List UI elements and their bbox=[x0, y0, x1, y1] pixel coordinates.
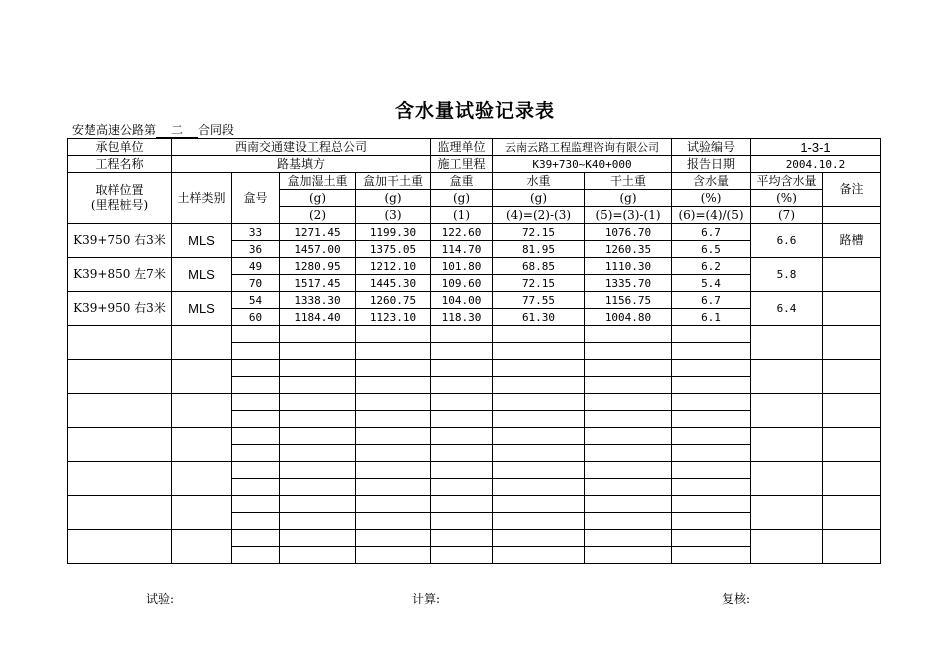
box-weight-cell: 118.30 bbox=[431, 309, 493, 326]
blank-average-cell bbox=[751, 462, 823, 496]
blank-cell bbox=[280, 326, 356, 343]
blank-remark-cell bbox=[823, 496, 881, 530]
blank-cell bbox=[585, 547, 672, 564]
blank-average-cell bbox=[751, 326, 823, 360]
blank-cell bbox=[431, 530, 493, 547]
dry-weight-cell: 1212.10 bbox=[356, 258, 431, 275]
header-dry-soil: 干土重 bbox=[585, 173, 672, 190]
water-weight-cell: 72.15 bbox=[493, 224, 585, 241]
blank-cell bbox=[585, 326, 672, 343]
blank-cell bbox=[431, 360, 493, 377]
footer-review-label: 复核: bbox=[722, 592, 751, 606]
subline-prefix: 安楚高速公路第 bbox=[72, 123, 157, 137]
formula-remark bbox=[823, 207, 881, 224]
water-weight-cell: 61.30 bbox=[493, 309, 585, 326]
wet-weight-cell: 1517.45 bbox=[280, 275, 356, 292]
water-weight-cell: 68.85 bbox=[493, 258, 585, 275]
wet-weight-cell: 1338.30 bbox=[280, 292, 356, 309]
contractor-label: 承包单位 bbox=[68, 139, 172, 156]
dry-weight-cell: 1445.30 bbox=[356, 275, 431, 292]
header-water: 水重 bbox=[493, 173, 585, 190]
dry-soil-weight-cell: 1260.35 bbox=[585, 241, 672, 258]
blank-cell bbox=[493, 326, 585, 343]
blank-cell bbox=[672, 513, 751, 530]
blank-cell bbox=[280, 377, 356, 394]
header-dry: 盒加干土重 bbox=[356, 173, 431, 190]
blank-cell bbox=[672, 326, 751, 343]
blank-cell bbox=[672, 547, 751, 564]
header-wet: 盒加湿土重 bbox=[280, 173, 356, 190]
sample-soil-type: MLS bbox=[172, 224, 232, 258]
header-avg-moisture: 平均含水量 bbox=[751, 173, 823, 190]
formula-avg: (7) bbox=[751, 207, 823, 224]
test-no-label: 试验编号 bbox=[672, 139, 751, 156]
remark-cell: 路槽 bbox=[823, 224, 881, 258]
blank-cell bbox=[672, 343, 751, 360]
blank-cell bbox=[585, 513, 672, 530]
mileage-label: 施工里程 bbox=[431, 156, 493, 173]
box-weight-cell: 101.80 bbox=[431, 258, 493, 275]
blank-location-cell bbox=[68, 326, 172, 360]
header-location-label: 取样位置 bbox=[95, 183, 144, 197]
moisture-test-table bbox=[67, 138, 881, 564]
box-number: 60 bbox=[232, 309, 280, 326]
blank-cell bbox=[280, 530, 356, 547]
blank-cell bbox=[356, 428, 431, 445]
header-water-unit: (g) bbox=[493, 190, 585, 207]
moisture-cell: 6.1 bbox=[672, 309, 751, 326]
average-moisture-cell: 6.4 bbox=[751, 292, 823, 326]
project-value: 路基填方 bbox=[172, 156, 431, 173]
water-weight-cell: 72.15 bbox=[493, 275, 585, 292]
table-row bbox=[68, 224, 881, 241]
blank-cell bbox=[493, 462, 585, 479]
blank-remark-cell bbox=[823, 326, 881, 360]
blank-location-cell bbox=[68, 428, 172, 462]
blank-cell bbox=[493, 496, 585, 513]
blank-location-cell bbox=[68, 360, 172, 394]
box-number: 70 bbox=[232, 275, 280, 292]
blank-cell bbox=[232, 462, 280, 479]
blank-cell bbox=[585, 428, 672, 445]
blank-cell bbox=[493, 428, 585, 445]
water-weight-cell: 77.55 bbox=[493, 292, 585, 309]
blank-average-cell bbox=[751, 360, 823, 394]
dry-soil-weight-cell: 1004.80 bbox=[585, 309, 672, 326]
blank-cell bbox=[232, 360, 280, 377]
box-number: 33 bbox=[232, 224, 280, 241]
blank-row bbox=[68, 326, 881, 343]
blank-cell bbox=[232, 411, 280, 428]
blank-cell bbox=[585, 360, 672, 377]
formula-wet: (2) bbox=[280, 207, 356, 224]
box-number: 36 bbox=[232, 241, 280, 258]
blank-row bbox=[68, 530, 881, 547]
header-box-unit: (g) bbox=[431, 190, 493, 207]
blank-cell bbox=[356, 496, 431, 513]
box-weight-cell: 109.60 bbox=[431, 275, 493, 292]
blank-cell bbox=[493, 547, 585, 564]
header-location-sub: (里程桩号) bbox=[90, 198, 149, 212]
blank-cell bbox=[431, 428, 493, 445]
blank-cell bbox=[280, 394, 356, 411]
dry-weight-cell: 1260.75 bbox=[356, 292, 431, 309]
blank-soil-cell bbox=[172, 496, 232, 530]
blank-cell bbox=[585, 496, 672, 513]
blank-cell bbox=[356, 513, 431, 530]
remark-cell bbox=[823, 258, 881, 292]
blank-cell bbox=[431, 377, 493, 394]
mileage-value: K39+730~K40+000 bbox=[493, 156, 672, 173]
blank-average-cell bbox=[751, 530, 823, 564]
sample-location: K39+950 右3米 bbox=[68, 292, 172, 326]
dry-soil-weight-cell: 1076.70 bbox=[585, 224, 672, 241]
blank-cell bbox=[356, 479, 431, 496]
blank-row bbox=[68, 462, 881, 479]
subline-suffix: 合同段 bbox=[198, 123, 235, 137]
blank-cell bbox=[232, 496, 280, 513]
blank-cell bbox=[232, 343, 280, 360]
header-row-1 bbox=[68, 173, 881, 190]
blank-cell bbox=[672, 428, 751, 445]
blank-cell bbox=[356, 445, 431, 462]
blank-soil-cell bbox=[172, 462, 232, 496]
blank-cell bbox=[431, 326, 493, 343]
blank-cell bbox=[356, 530, 431, 547]
average-moisture-cell: 5.8 bbox=[751, 258, 823, 292]
blank-cell bbox=[493, 530, 585, 547]
blank-soil-cell bbox=[172, 326, 232, 360]
box-number: 49 bbox=[232, 258, 280, 275]
moisture-cell: 6.7 bbox=[672, 224, 751, 241]
blank-cell bbox=[280, 547, 356, 564]
contract-section-number: 二 bbox=[156, 124, 198, 138]
footer-test-label: 试验: bbox=[146, 592, 175, 606]
blank-cell bbox=[585, 462, 672, 479]
blank-location-cell bbox=[68, 394, 172, 428]
blank-cell bbox=[672, 530, 751, 547]
blank-soil-cell bbox=[172, 428, 232, 462]
blank-average-cell bbox=[751, 394, 823, 428]
blank-cell bbox=[356, 394, 431, 411]
blank-cell bbox=[493, 377, 585, 394]
header-box-no: 盒号 bbox=[232, 173, 280, 224]
blank-cell bbox=[431, 445, 493, 462]
blank-cell bbox=[232, 530, 280, 547]
wet-weight-cell: 1457.00 bbox=[280, 241, 356, 258]
dry-soil-weight-cell: 1335.70 bbox=[585, 275, 672, 292]
info-row-2 bbox=[68, 156, 881, 173]
sample-location: K39+850 左7米 bbox=[68, 258, 172, 292]
wet-weight-cell: 1280.95 bbox=[280, 258, 356, 275]
blank-cell bbox=[280, 343, 356, 360]
table-row bbox=[68, 258, 881, 275]
blank-cell bbox=[356, 360, 431, 377]
dry-weight-cell: 1123.10 bbox=[356, 309, 431, 326]
contractor-value: 西南交通建设工程总公司 bbox=[172, 139, 431, 156]
blank-location-cell bbox=[68, 462, 172, 496]
blank-row bbox=[68, 360, 881, 377]
formula-dry: (3) bbox=[356, 207, 431, 224]
sample-location: K39+750 右3米 bbox=[68, 224, 172, 258]
report-date-label: 报告日期 bbox=[672, 156, 751, 173]
page-title: 含水量试验记录表 bbox=[394, 100, 555, 122]
moisture-cell: 6.5 bbox=[672, 241, 751, 258]
blank-cell bbox=[493, 394, 585, 411]
blank-cell bbox=[232, 377, 280, 394]
contract-section-line bbox=[72, 121, 234, 138]
blank-cell bbox=[672, 462, 751, 479]
blank-cell bbox=[431, 462, 493, 479]
formula-moisture: (6)=(4)/(5) bbox=[672, 207, 751, 224]
box-number: 54 bbox=[232, 292, 280, 309]
dry-weight-cell: 1375.05 bbox=[356, 241, 431, 258]
blank-cell bbox=[356, 377, 431, 394]
dry-soil-weight-cell: 1156.75 bbox=[585, 292, 672, 309]
blank-cell bbox=[672, 394, 751, 411]
moisture-cell: 5.4 bbox=[672, 275, 751, 292]
header-avg-unit: (%) bbox=[751, 190, 823, 207]
blank-cell bbox=[585, 343, 672, 360]
box-weight-cell: 122.60 bbox=[431, 224, 493, 241]
blank-remark-cell bbox=[823, 428, 881, 462]
blank-location-cell bbox=[68, 496, 172, 530]
supervisor-value: 云南云路工程监理咨询有限公司 bbox=[493, 139, 672, 156]
average-moisture-cell: 6.6 bbox=[751, 224, 823, 258]
blank-cell bbox=[280, 411, 356, 428]
blank-cell bbox=[280, 428, 356, 445]
blank-cell bbox=[356, 411, 431, 428]
project-label: 工程名称 bbox=[68, 156, 172, 173]
blank-cell bbox=[431, 343, 493, 360]
remark-cell bbox=[823, 292, 881, 326]
box-weight-cell: 114.70 bbox=[431, 241, 493, 258]
header-moisture-unit: (%) bbox=[672, 190, 751, 207]
blank-cell bbox=[585, 530, 672, 547]
blank-cell bbox=[232, 479, 280, 496]
blank-cell bbox=[493, 513, 585, 530]
blank-cell bbox=[431, 479, 493, 496]
formula-dry-soil: (5)=(3)-(1) bbox=[585, 207, 672, 224]
blank-remark-cell bbox=[823, 530, 881, 564]
blank-cell bbox=[232, 445, 280, 462]
report-date-value: 2004.10.2 bbox=[751, 156, 881, 173]
blank-remark-cell bbox=[823, 360, 881, 394]
header-box-weight: 盒重 bbox=[431, 173, 493, 190]
header-dry-unit: (g) bbox=[356, 190, 431, 207]
water-weight-cell: 81.95 bbox=[493, 241, 585, 258]
formula-water: (4)=(2)-(3) bbox=[493, 207, 585, 224]
blank-cell bbox=[585, 377, 672, 394]
blank-average-cell bbox=[751, 496, 823, 530]
dry-soil-weight-cell: 1110.30 bbox=[585, 258, 672, 275]
formula-box: (1) bbox=[431, 207, 493, 224]
blank-cell bbox=[280, 513, 356, 530]
blank-location-cell bbox=[68, 530, 172, 564]
blank-cell bbox=[431, 496, 493, 513]
blank-cell bbox=[232, 513, 280, 530]
blank-cell bbox=[356, 326, 431, 343]
blank-cell bbox=[431, 513, 493, 530]
blank-remark-cell bbox=[823, 462, 881, 496]
blank-cell bbox=[280, 445, 356, 462]
blank-cell bbox=[493, 445, 585, 462]
blank-cell bbox=[672, 377, 751, 394]
dry-weight-cell: 1199.30 bbox=[356, 224, 431, 241]
blank-cell bbox=[585, 394, 672, 411]
blank-cell bbox=[493, 343, 585, 360]
blank-soil-cell bbox=[172, 530, 232, 564]
blank-cell bbox=[431, 547, 493, 564]
header-wet-unit: (g) bbox=[280, 190, 356, 207]
blank-cell bbox=[493, 411, 585, 428]
blank-cell bbox=[672, 496, 751, 513]
table-row bbox=[68, 292, 881, 309]
blank-cell bbox=[431, 411, 493, 428]
blank-cell bbox=[585, 411, 672, 428]
blank-cell bbox=[232, 326, 280, 343]
header-moisture: 含水量 bbox=[672, 173, 751, 190]
blank-row bbox=[68, 394, 881, 411]
test-no-value: 1-3-1 bbox=[751, 139, 881, 156]
header-dry-soil-unit: (g) bbox=[585, 190, 672, 207]
header-soil-type: 土样类别 bbox=[172, 173, 232, 224]
wet-weight-cell: 1271.45 bbox=[280, 224, 356, 241]
header-remark: 备注 bbox=[823, 173, 881, 207]
supervisor-label: 监理单位 bbox=[431, 139, 493, 156]
blank-cell bbox=[232, 547, 280, 564]
blank-cell bbox=[431, 394, 493, 411]
blank-remark-cell bbox=[823, 394, 881, 428]
header-location bbox=[68, 173, 172, 224]
blank-soil-cell bbox=[172, 394, 232, 428]
blank-cell bbox=[585, 479, 672, 496]
blank-cell bbox=[672, 360, 751, 377]
box-weight-cell: 104.00 bbox=[431, 292, 493, 309]
blank-cell bbox=[672, 445, 751, 462]
sample-soil-type: MLS bbox=[172, 292, 232, 326]
info-row-1 bbox=[68, 139, 881, 156]
blank-average-cell bbox=[751, 428, 823, 462]
blank-cell bbox=[280, 462, 356, 479]
blank-cell bbox=[232, 394, 280, 411]
blank-cell bbox=[493, 360, 585, 377]
blank-cell bbox=[493, 479, 585, 496]
blank-soil-cell bbox=[172, 360, 232, 394]
blank-cell bbox=[280, 360, 356, 377]
blank-cell bbox=[232, 428, 280, 445]
moisture-cell: 6.7 bbox=[672, 292, 751, 309]
blank-row bbox=[68, 428, 881, 445]
moisture-cell: 6.2 bbox=[672, 258, 751, 275]
blank-cell bbox=[672, 411, 751, 428]
footer-calc-label: 计算: bbox=[412, 592, 441, 606]
blank-cell bbox=[356, 462, 431, 479]
blank-cell bbox=[585, 445, 672, 462]
blank-cell bbox=[356, 547, 431, 564]
blank-cell bbox=[280, 496, 356, 513]
sample-soil-type: MLS bbox=[172, 258, 232, 292]
blank-row bbox=[68, 496, 881, 513]
blank-cell bbox=[672, 479, 751, 496]
blank-cell bbox=[280, 479, 356, 496]
blank-cell bbox=[356, 343, 431, 360]
wet-weight-cell: 1184.40 bbox=[280, 309, 356, 326]
